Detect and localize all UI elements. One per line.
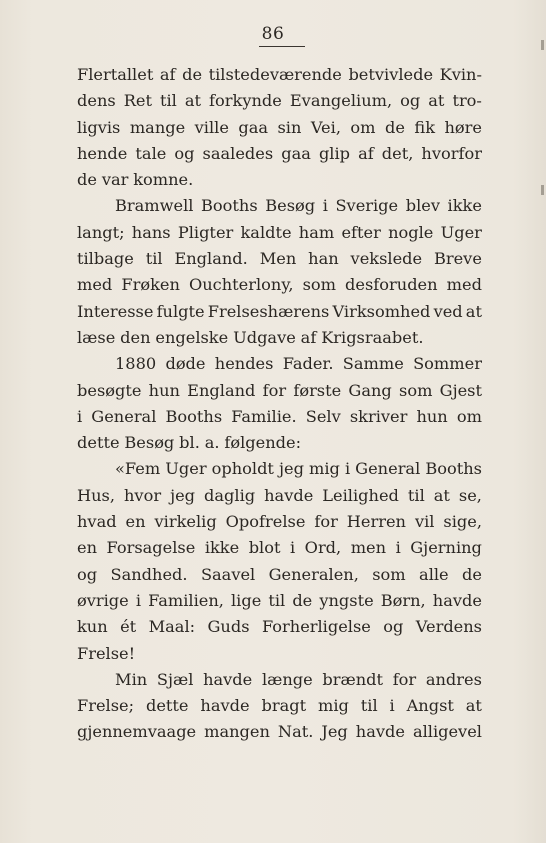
word: mange [129, 117, 186, 137]
word: England. [174, 249, 248, 269]
word: desforuden [345, 275, 438, 295]
word: læse [77, 327, 116, 347]
word: mig [317, 696, 349, 716]
word: Forsagelse [106, 538, 196, 558]
word: England [187, 380, 256, 400]
word: vil [414, 512, 435, 532]
word: efter [341, 222, 381, 242]
text-line [77, 667, 482, 693]
word: opholdt [211, 459, 274, 479]
word: af [159, 65, 176, 84]
word: hun [416, 406, 448, 426]
text-line [77, 88, 482, 114]
word: mangen [204, 722, 270, 742]
word: General [355, 459, 421, 479]
word: sin [277, 117, 302, 137]
word: alle [419, 564, 449, 584]
word: Børn, [380, 590, 426, 610]
word: havde [264, 485, 314, 505]
word: bragt [261, 696, 307, 716]
word: tilstedeværende [208, 65, 342, 84]
word: til [407, 485, 425, 505]
word: komne. [133, 170, 194, 190]
word: Besøg [124, 433, 175, 453]
word: høre [444, 117, 482, 137]
word: Samme [342, 354, 404, 374]
word: tro- [452, 91, 482, 111]
word: blev [405, 196, 440, 216]
word: Frelse! [77, 643, 136, 663]
word: andres [425, 669, 482, 689]
word: ét [120, 617, 137, 637]
word: tale [135, 143, 167, 163]
word: lige [231, 590, 262, 610]
text-line [77, 430, 482, 456]
text-line [77, 404, 482, 430]
page-edge-mark [541, 40, 544, 50]
word: Guds [207, 617, 250, 637]
word: at [433, 485, 450, 505]
word: af [300, 327, 317, 347]
word: forkynde [209, 91, 282, 111]
word: han [308, 249, 339, 269]
word: engelske [155, 327, 229, 347]
word: jeg [278, 459, 304, 479]
word: til [160, 91, 177, 111]
word: alligevel [412, 722, 482, 742]
word: for [314, 512, 338, 532]
word: dette [77, 433, 120, 453]
text-line [77, 588, 482, 614]
word: Selv [305, 406, 341, 426]
word: at [465, 301, 482, 321]
word: ligvis [77, 117, 121, 137]
word: i [395, 538, 401, 558]
word: om [456, 406, 482, 426]
word: virkelig [154, 512, 217, 532]
text-line [77, 299, 482, 325]
word: Generalen, [268, 564, 359, 584]
word: nogle [388, 222, 434, 242]
word: Min [115, 669, 148, 689]
word: Gjest [439, 380, 482, 400]
word: «Fem [115, 459, 161, 479]
word: Kvin- [439, 65, 482, 84]
body-text [77, 62, 482, 746]
word: Forherligelse [261, 617, 371, 637]
word: hans [131, 222, 171, 242]
word: Virksomhed [332, 301, 431, 321]
word: var [101, 170, 129, 190]
word: med [446, 275, 482, 295]
text-line [77, 456, 482, 482]
text-line [77, 483, 482, 509]
word: at [428, 91, 445, 111]
word: at [465, 696, 482, 716]
word: Sjæl [156, 669, 194, 689]
word: i [322, 196, 328, 216]
word: i [289, 538, 296, 558]
word: at [184, 91, 202, 111]
word: Herren [346, 512, 406, 532]
word: ham [298, 222, 335, 242]
word: Booths [425, 459, 482, 479]
text-line [77, 167, 482, 193]
word: se, [458, 485, 482, 505]
word: hende [77, 143, 128, 163]
text-line [77, 115, 482, 141]
word: kun [77, 617, 108, 637]
word: øvrige [77, 590, 129, 610]
word: tilbage [77, 249, 134, 269]
word: og [77, 564, 98, 584]
word: Familien, [148, 590, 224, 610]
word: Sverige [335, 196, 399, 216]
word: Sommer [413, 354, 482, 374]
word: Fader. [282, 354, 334, 374]
word: i [135, 590, 142, 610]
text-line [77, 193, 482, 219]
text-line [77, 719, 482, 745]
word: Ord, [304, 538, 342, 558]
word: Verdens [415, 617, 482, 637]
word: General [91, 406, 157, 426]
text-line [77, 562, 482, 588]
page-number: 86 [261, 24, 285, 44]
text-line [77, 535, 482, 561]
word: dens [77, 91, 116, 111]
word: Ouchterlony, [188, 275, 294, 295]
word: Familie. [231, 406, 297, 426]
word: ville [194, 117, 229, 137]
word: hendes [214, 354, 274, 374]
word: længe [261, 669, 313, 689]
text-line [77, 641, 482, 667]
word: hvorfor [421, 143, 482, 163]
word: Uger [165, 459, 207, 479]
word: til [145, 249, 163, 269]
word: i [389, 696, 395, 716]
word: Maal: [148, 617, 196, 637]
word: saaledes [202, 143, 274, 163]
word: Bramwell [115, 196, 194, 216]
text-line [77, 614, 482, 640]
word: gaa [238, 117, 269, 137]
word: Evangelium, [289, 91, 393, 111]
text-line [77, 325, 482, 351]
word: de [77, 170, 97, 190]
word: Frelseshærens [207, 301, 330, 321]
word: som [372, 564, 406, 584]
word: havde [355, 722, 405, 742]
word: ved [433, 301, 463, 321]
word: følgende: [224, 433, 302, 453]
word: vekslede [350, 249, 423, 269]
word: som [302, 275, 336, 295]
text-line [77, 378, 482, 404]
word: om [350, 117, 376, 137]
page-number-rule [259, 46, 305, 47]
word: Jeg [321, 722, 348, 742]
text-line [77, 351, 482, 377]
word: som [399, 380, 433, 400]
word: Besøg [265, 196, 316, 216]
word: en [125, 512, 146, 532]
word: Opofrelse [225, 512, 306, 532]
word: Booths [201, 196, 258, 216]
word: besøgte [77, 380, 142, 400]
word: havde [203, 669, 253, 689]
word: yngste [319, 590, 374, 610]
word: mig [309, 459, 340, 479]
word: blot [248, 538, 281, 558]
word: og [400, 91, 421, 111]
word: gaa [281, 143, 311, 163]
word: sige, [443, 512, 482, 532]
word: hvad [77, 512, 117, 532]
word: hun [148, 380, 180, 400]
word: Flertallet [77, 65, 154, 84]
word: fik [414, 117, 435, 137]
word: betvivlede [348, 65, 434, 84]
word: i [344, 459, 351, 479]
word: Men [259, 249, 297, 269]
word: hvor [124, 485, 162, 505]
word: til [360, 696, 378, 716]
text-line [77, 693, 482, 719]
word: kaldte [240, 222, 292, 242]
word: jeg [170, 485, 196, 505]
word: for [392, 669, 417, 689]
word: Saavel [200, 564, 256, 584]
word: Booths [165, 406, 223, 426]
word: det, [381, 143, 414, 163]
word: Leilighed [322, 485, 399, 505]
text-line [77, 246, 482, 272]
word: og [383, 617, 404, 637]
word: døde [165, 354, 206, 374]
word: gjennemvaage [77, 722, 197, 742]
word: skriver [349, 406, 408, 426]
word: Frøken [121, 275, 180, 295]
word: den [120, 327, 151, 347]
word: havde [432, 590, 482, 610]
text-line [77, 272, 482, 298]
word: Ret [123, 91, 152, 111]
word: 1880 [115, 354, 157, 374]
word: glip [318, 143, 351, 163]
word: Sandhed. [110, 564, 188, 584]
word: de [182, 65, 203, 84]
word: Frelse; [77, 696, 135, 716]
word: Angst [406, 696, 454, 716]
word: daglig [204, 485, 256, 505]
word: a. [204, 433, 220, 453]
word: de [292, 590, 313, 610]
word: til [268, 590, 286, 610]
word: en [77, 538, 98, 558]
word: de [384, 117, 405, 137]
text-line [77, 141, 482, 167]
word: og [174, 143, 195, 163]
text-line [77, 509, 482, 535]
text-line [77, 220, 482, 246]
word: Pligter [177, 222, 234, 242]
word: langt; [77, 222, 125, 242]
word: Uger [440, 222, 482, 242]
word: men [350, 538, 387, 558]
word: de [462, 564, 482, 584]
word: for [262, 380, 287, 400]
word: Interesse [77, 301, 154, 321]
word: Krigsraabet. [321, 327, 424, 347]
word: Hus, [77, 485, 115, 505]
word: Gang [348, 380, 392, 400]
page-edge-mark [541, 185, 544, 195]
word: havde [200, 696, 250, 716]
word: første [293, 380, 342, 400]
word: Vei, [310, 117, 341, 137]
word: Udgave [233, 327, 296, 347]
word: dette [145, 696, 189, 716]
word: af [358, 143, 374, 163]
word: Gjerning [410, 538, 482, 558]
word: med [77, 275, 113, 295]
word: bl. [179, 433, 200, 453]
word: brændt [322, 669, 383, 689]
word: ikke [204, 538, 240, 558]
word: ikke [447, 196, 482, 216]
word: i [77, 406, 83, 426]
word: Nat. [277, 722, 314, 742]
text-line [77, 62, 482, 88]
word: Breve [433, 249, 482, 269]
word: fulgte [156, 301, 205, 321]
